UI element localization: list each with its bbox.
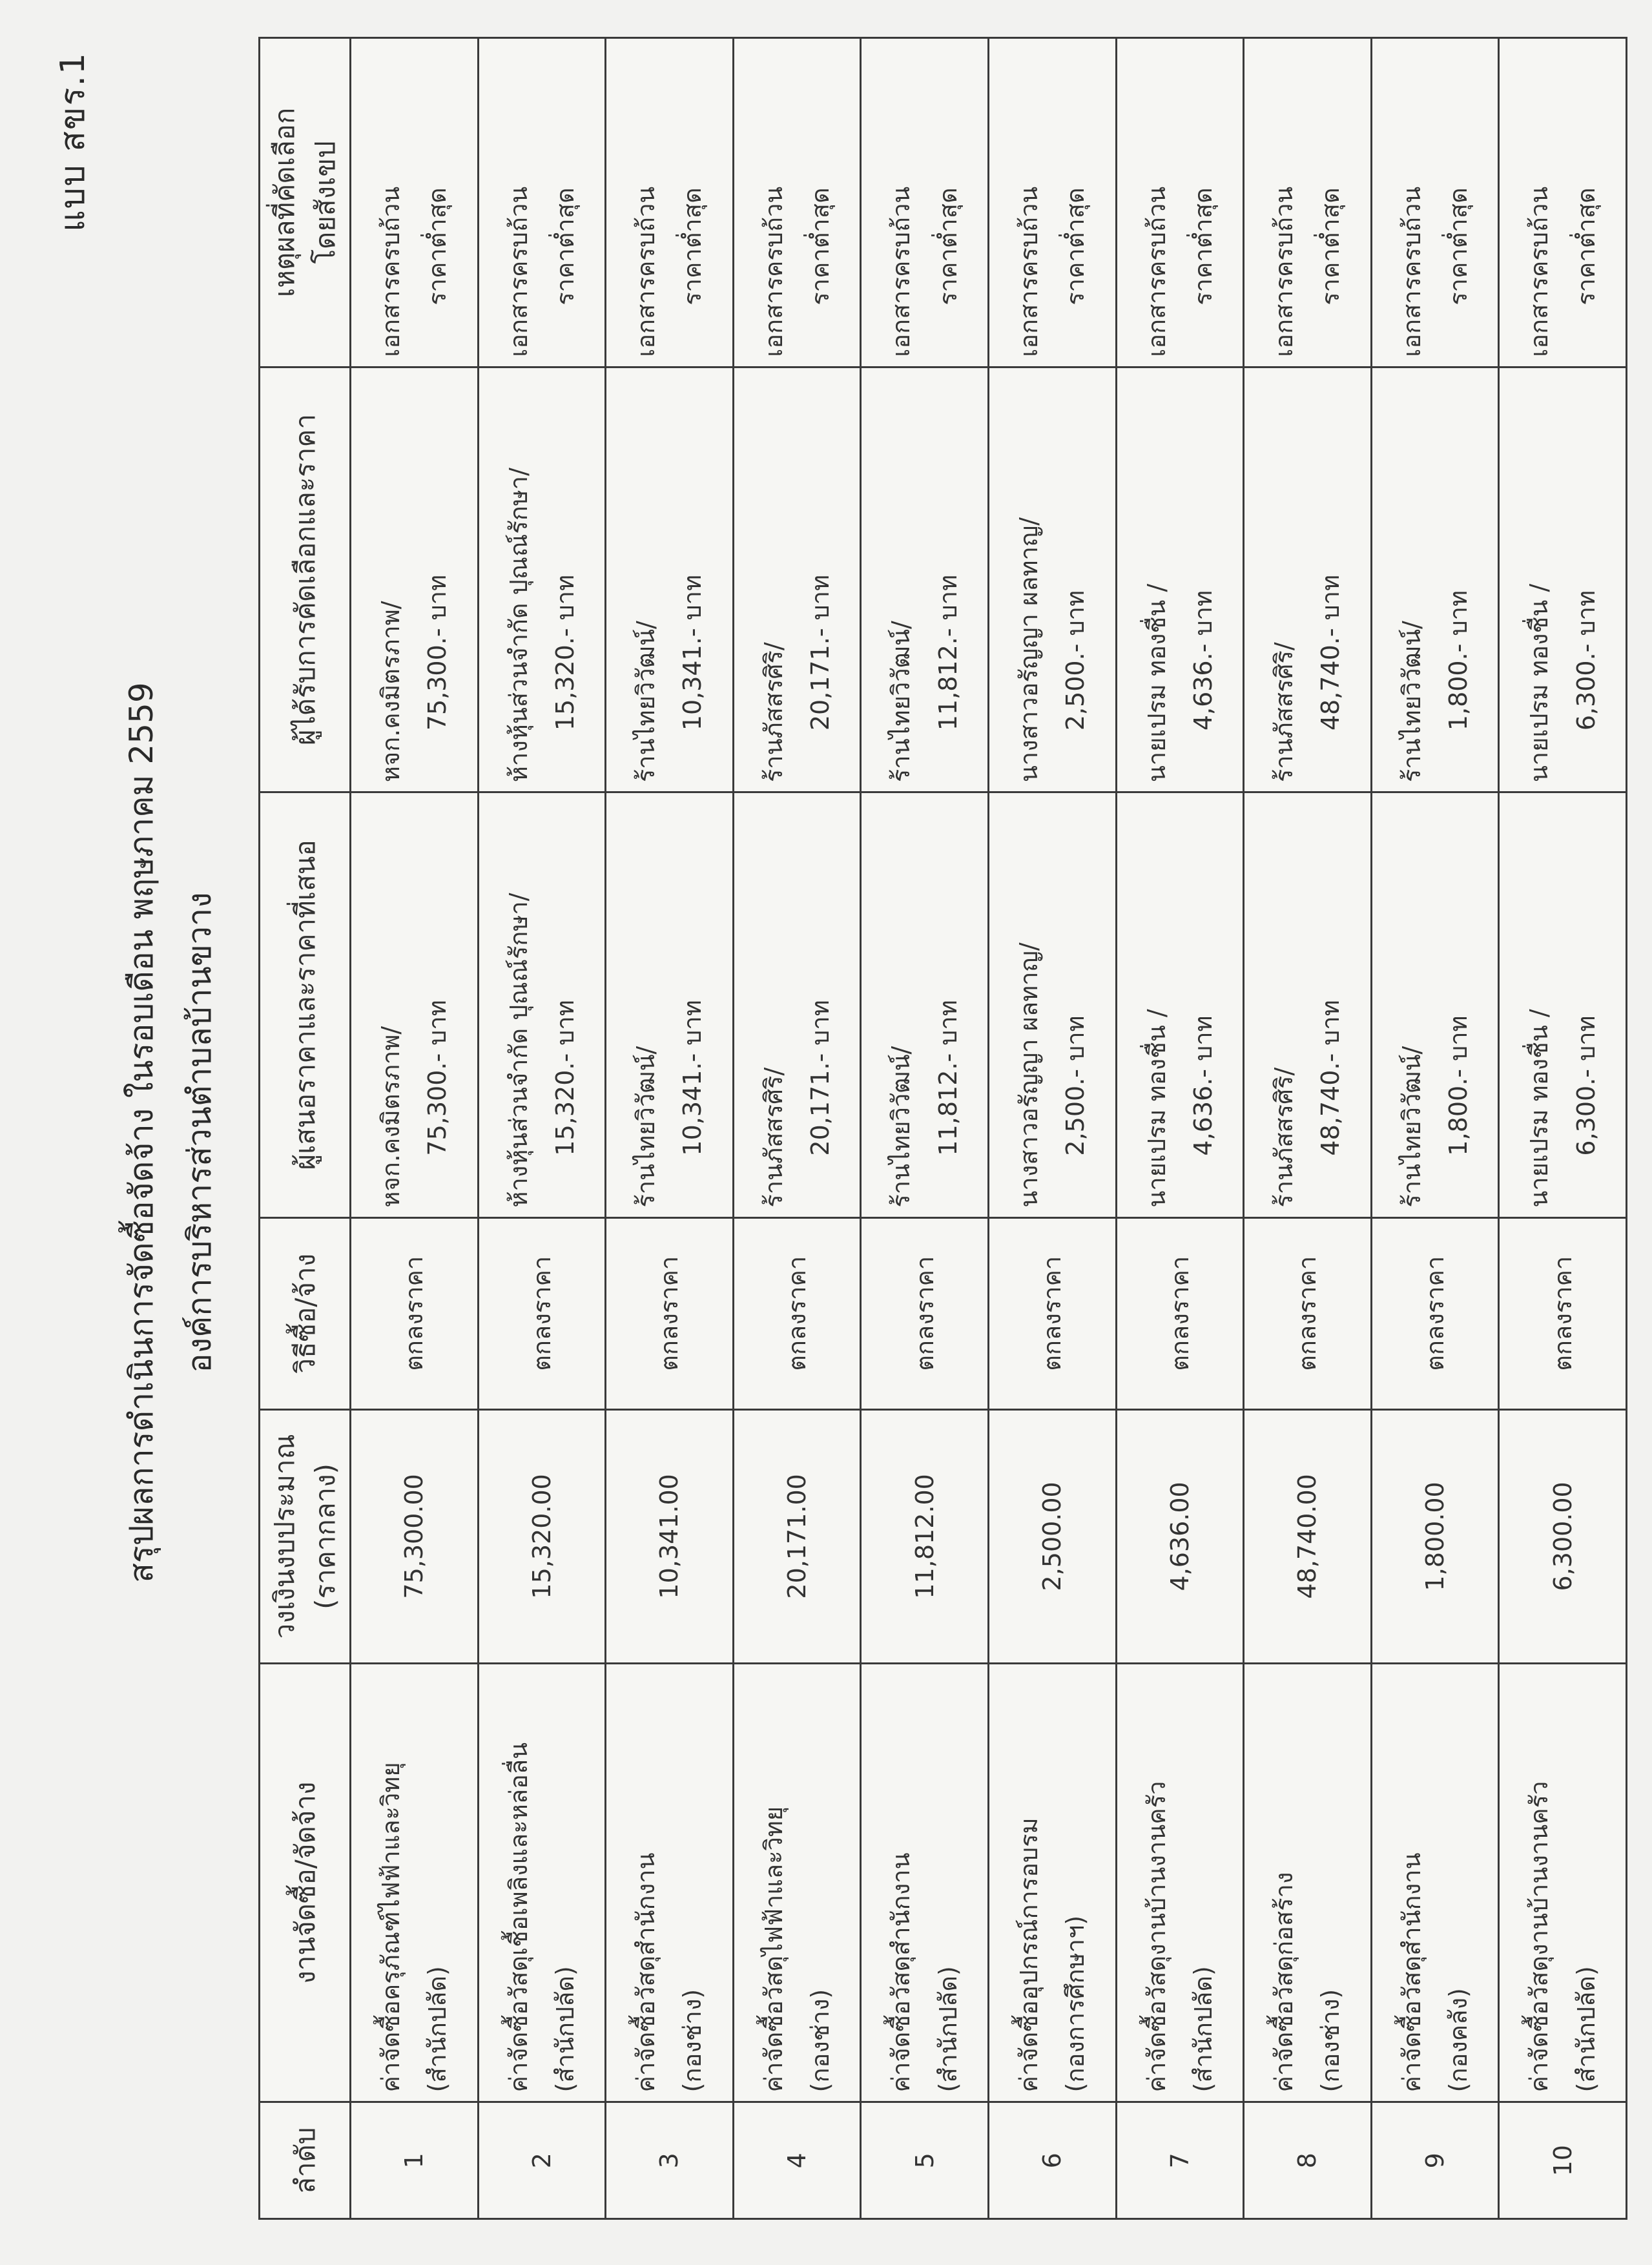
work-cell <box>733 1663 861 2102</box>
table-row <box>606 38 734 2219</box>
table-row <box>478 38 606 2219</box>
procurement-method: ตกลงราคา <box>1371 1217 1499 1409</box>
organization-name: องค์การบริหารส่วนตำบลบ้านขวาง <box>181 892 218 1373</box>
table-row <box>988 38 1116 2219</box>
selected-cell <box>1371 367 1499 792</box>
budget-value: 4,636.00 <box>1116 1409 1244 1663</box>
reason-line2: ราคาต่ำสุด <box>1188 187 1217 305</box>
row-number: 1 <box>351 2102 479 2219</box>
bid-price: 75,300.- บาท <box>423 1000 452 1156</box>
bidder-name: ร้านภัสสรศิริ/ <box>759 1067 788 1208</box>
reason-line2: ราคาต่ำสุด <box>1316 187 1345 305</box>
selected-price: 48,740.- บาท <box>1316 574 1345 731</box>
table-row <box>1499 38 1627 2219</box>
reason-cell <box>988 38 1116 367</box>
bidder-cell <box>1244 792 1372 1217</box>
work-department: (สำนักปลัด) <box>550 1966 579 2093</box>
work-cell <box>861 1663 989 2102</box>
selected-name: ร้านไทยวิวัฒน์/ <box>1397 621 1426 783</box>
work-department: (สำนักปลัด) <box>1188 1966 1217 2093</box>
form-code: แบบ สขร.1 <box>54 52 92 232</box>
bidder-cell <box>988 792 1116 1217</box>
bidder-cell <box>733 792 861 1217</box>
row-number: 5 <box>861 2102 989 2219</box>
selected-cell <box>1244 367 1372 792</box>
table-row <box>861 38 989 2219</box>
reason-line1: เอกสารครบถ้วน <box>504 186 533 357</box>
header-method: วิธีซื้อ/จ้าง <box>260 1217 351 1409</box>
work-cell <box>1116 1663 1244 2102</box>
reason-cell <box>1244 38 1372 367</box>
reason-cell <box>351 38 479 367</box>
work-department: (สำนักปลัด) <box>1571 1966 1600 2093</box>
header-budget <box>260 1409 351 1663</box>
selected-price: 20,171.- บาท <box>806 574 835 731</box>
budget-value: 11,812.00 <box>861 1409 989 1663</box>
procurement-method: ตกลงราคา <box>351 1217 479 1409</box>
reason-cell <box>1116 38 1244 367</box>
budget-value: 20,171.00 <box>733 1409 861 1663</box>
reason-line2: ราคาต่ำสุด <box>1061 187 1090 305</box>
work-department: (สำนักปลัด) <box>423 1966 452 2093</box>
work-name: ค่าจัดซื้อวัสดุก่อสร้าง <box>1270 1872 1299 2093</box>
bid-price: 48,740.- บาท <box>1316 1000 1345 1156</box>
work-name: ค่าจัดซื้อวัสดุงานบ้านงานครัว <box>1142 1781 1171 2093</box>
bidder-cell <box>861 792 989 1217</box>
header-budget-line2: (ราคากลาง) <box>309 1463 341 1609</box>
procurement-method: ตกลงราคา <box>988 1217 1116 1409</box>
budget-value: 15,320.00 <box>478 1409 606 1663</box>
reason-line2: ราคาต่ำสุด <box>550 187 579 305</box>
budget-value: 1,800.00 <box>1371 1409 1499 1663</box>
table-header-row <box>260 38 351 2219</box>
header-reason-line1: เหตุผลที่คัดเลือก <box>269 107 300 298</box>
work-cell <box>1244 1663 1372 2102</box>
table-row <box>1371 38 1499 2219</box>
work-name: ค่าจัดซื้อวัสดุสำนักงาน <box>1397 1852 1426 2093</box>
reason-line2: ราคาต่ำสุด <box>1444 187 1473 305</box>
reason-line2: ราคาต่ำสุด <box>678 187 707 305</box>
selected-name: นายเปรม ทองชื่น / <box>1525 583 1554 783</box>
header-no: ลำดับ <box>260 2102 351 2219</box>
bid-price: 10,341.- บาท <box>678 1000 707 1156</box>
procurement-method: ตกลงราคา <box>1244 1217 1372 1409</box>
work-cell <box>351 1663 479 2102</box>
selected-cell <box>351 367 479 792</box>
bid-price: 1,800.- บาท <box>1444 1015 1473 1156</box>
selected-cell <box>988 367 1116 792</box>
reason-line2: ราคาต่ำสุด <box>933 187 962 305</box>
selected-cell <box>733 367 861 792</box>
work-name: ค่าจัดซื้อวัสดุสำนักงาน <box>887 1852 916 2093</box>
budget-value: 75,300.00 <box>351 1409 479 1663</box>
reason-cell <box>1371 38 1499 367</box>
selected-price: 6,300.- บาท <box>1571 590 1600 731</box>
selected-name: ร้านภัสสรศิริ/ <box>759 642 788 783</box>
work-name: ค่าจัดซื้อวัสดุไฟฟ้าและวิทยุ <box>759 1806 788 2093</box>
selected-name: ร้านภัสสรศิริ/ <box>1270 642 1299 783</box>
procurement-method: ตกลงราคา <box>606 1217 734 1409</box>
reason-line1: เอกสารครบถ้วน <box>1015 186 1044 357</box>
selected-price: 11,812.- บาท <box>933 574 962 731</box>
selected-cell <box>1116 367 1244 792</box>
selected-name: นายเปรม ทองชื่น / <box>1142 583 1171 783</box>
work-name: ค่าจัดซื้ออุปกรณ์การอบรม <box>1015 1817 1044 2093</box>
work-name: ค่าจัดซื้อวัสดุสำนักงาน <box>632 1852 661 2093</box>
reason-cell <box>478 38 606 367</box>
reason-line1: เอกสารครบถ้วน <box>1270 186 1299 357</box>
bidder-cell <box>606 792 734 1217</box>
selected-cell <box>606 367 734 792</box>
table-row <box>351 38 479 2219</box>
work-cell <box>1371 1663 1499 2102</box>
work-department: (กองการศึกษาฯ) <box>1061 1915 1090 2093</box>
bid-price: 2,500.- บาท <box>1061 1015 1090 1156</box>
bidder-name: นายเปรม ทองชื่น / <box>1525 1009 1554 1208</box>
bid-price: 20,171.- บาท <box>806 1000 835 1156</box>
reason-line1: เอกสารครบถ้วน <box>377 186 406 357</box>
work-department: (กองคลัง) <box>1444 1988 1473 2093</box>
work-cell <box>478 1663 606 2102</box>
reason-line2: ราคาต่ำสุด <box>423 187 452 305</box>
table-row <box>1244 38 1372 2219</box>
budget-value: 2,500.00 <box>988 1409 1116 1663</box>
reason-line2: ราคาต่ำสุด <box>1571 187 1600 305</box>
procurement-table <box>258 37 1627 2220</box>
bidder-cell <box>1371 792 1499 1217</box>
row-number: 8 <box>1244 2102 1372 2219</box>
table-row <box>733 38 861 2219</box>
reason-line1: เอกสารครบถ้วน <box>1525 186 1554 357</box>
header-selected: ผู้ได้รับการคัดเลือกและราคา <box>260 367 351 792</box>
bid-price: 4,636.- บาท <box>1188 1015 1217 1156</box>
row-number: 10 <box>1499 2102 1627 2219</box>
budget-value: 6,300.00 <box>1499 1409 1627 1663</box>
table-body <box>351 38 1627 2219</box>
work-name: ค่าจัดซื้อครุภัณฑ์ไฟฟ้าและวิทยุ <box>377 1762 406 2093</box>
bidder-name: ร้านไทยวิวัฒน์/ <box>632 1046 661 1208</box>
selected-cell <box>1499 367 1627 792</box>
row-number: 3 <box>606 2102 734 2219</box>
row-number: 7 <box>1116 2102 1244 2219</box>
selected-cell <box>478 367 606 792</box>
row-number: 4 <box>733 2102 861 2219</box>
work-department: (สำนักปลัด) <box>933 1966 962 2093</box>
row-number: 6 <box>988 2102 1116 2219</box>
bidder-name: ร้านไทยวิวัฒน์/ <box>1397 1046 1426 1208</box>
procurement-method: ตกลงราคา <box>861 1217 989 1409</box>
work-cell <box>988 1663 1116 2102</box>
reason-line1: เอกสารครบถ้วน <box>887 186 916 357</box>
selected-price: 10,341.- บาท <box>678 574 707 731</box>
bidder-cell <box>1116 792 1244 1217</box>
bidder-name: ร้านภัสสรศิริ/ <box>1270 1067 1299 1208</box>
bid-price: 11,812.- บาท <box>933 1000 962 1156</box>
reason-line1: เอกสารครบถ้วน <box>632 186 661 357</box>
bidder-name: หจก.คงมิตรภาพ/ <box>377 1026 406 1208</box>
budget-value: 48,740.00 <box>1244 1409 1372 1663</box>
bidder-cell <box>1499 792 1627 1217</box>
selected-price: 15,320.- บาท <box>550 574 579 731</box>
work-cell <box>606 1663 734 2102</box>
procurement-method: ตกลงราคา <box>1499 1217 1627 1409</box>
budget-value: 10,341.00 <box>606 1409 734 1663</box>
header-bidders: ผู้เสนอราคาและราคาที่เสนอ <box>260 792 351 1217</box>
work-department: (กองช่าง) <box>806 1989 835 2093</box>
row-number: 9 <box>1371 2102 1499 2219</box>
bidder-name: นางสาวอรัญญา ผลทาญ/ <box>1015 942 1044 1208</box>
bidder-name: นายเปรม ทองชื่น / <box>1142 1009 1171 1208</box>
selected-price: 1,800.- บาท <box>1444 590 1473 731</box>
procurement-method: ตกลงราคา <box>1116 1217 1244 1409</box>
work-department: (กองช่าง) <box>1316 1989 1345 2093</box>
reason-cell <box>861 38 989 367</box>
selected-name: นางสาวอรัญญา ผลทาญ/ <box>1015 517 1044 783</box>
selected-name: หจก.คงมิตรภาพ/ <box>377 601 406 783</box>
bidder-cell <box>478 792 606 1217</box>
header-budget-line1: วงเงินงบประมาณ <box>269 1434 300 1639</box>
work-cell <box>1499 1663 1627 2102</box>
reason-line1: เอกสารครบถ้วน <box>759 186 788 357</box>
selected-price: 75,300.- บาท <box>423 574 452 731</box>
procurement-method: ตกลงราคา <box>478 1217 606 1409</box>
work-name: ค่าจัดซื้อวัสดุเชื้อเพลิงและหล่อลื่น <box>504 1742 533 2093</box>
header-reason <box>260 38 351 367</box>
selected-name: ร้านไทยวิวัฒน์/ <box>887 621 916 783</box>
work-department: (กองช่าง) <box>678 1989 707 2093</box>
bid-price: 6,300.- บาท <box>1571 1015 1600 1156</box>
selected-cell <box>861 367 989 792</box>
header-work: งานจัดซื้อ/จัดจ้าง <box>260 1663 351 2102</box>
document-title: สรุปผลการดำเนินการจัดซื้อจัดจ้าง ในรอบเดือน พฤษภาคม 2559 <box>123 682 160 1583</box>
selected-price: 2,500.- บาท <box>1061 590 1090 731</box>
bid-price: 15,320.- บาท <box>550 1000 579 1156</box>
reason-line2: ราคาต่ำสุด <box>806 187 835 305</box>
header-reason-line2: โดยสังเขป <box>309 141 341 264</box>
reason-cell <box>606 38 734 367</box>
reason-cell <box>1499 38 1627 367</box>
procurement-method: ตกลงราคา <box>733 1217 861 1409</box>
selected-price: 4,636.- บาท <box>1188 590 1217 731</box>
selected-name: ห้างหุ้นส่วนจำกัด ปุณณ์รักษา/ <box>504 468 533 783</box>
selected-name: ร้านไทยวิวัฒน์/ <box>632 621 661 783</box>
bidder-cell <box>351 792 479 1217</box>
reason-cell <box>733 38 861 367</box>
bidder-name: ร้านไทยวิวัฒน์/ <box>887 1046 916 1208</box>
reason-line1: เอกสารครบถ้วน <box>1397 186 1426 357</box>
work-name: ค่าจัดซื้อวัสดุงานบ้านงานครัว <box>1525 1781 1554 2093</box>
table-row <box>1116 38 1244 2219</box>
row-number: 2 <box>478 2102 606 2219</box>
bidder-name: ห้างหุ้นส่วนจำกัด ปุณณ์รักษา/ <box>504 893 533 1208</box>
reason-line1: เอกสารครบถ้วน <box>1142 186 1171 357</box>
